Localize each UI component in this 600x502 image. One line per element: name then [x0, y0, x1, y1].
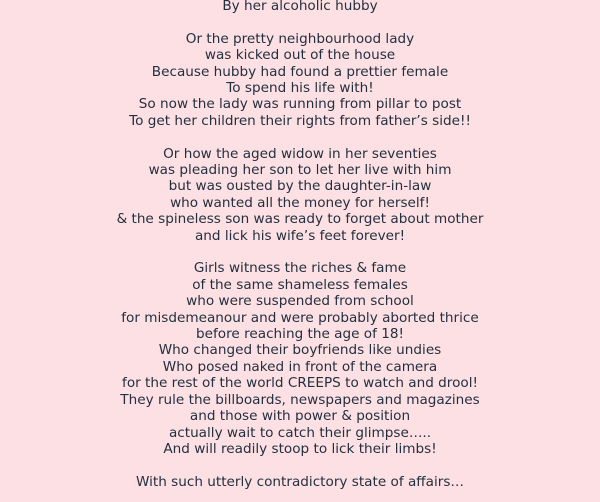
poem-line: was kicked out of the house: [204, 47, 396, 64]
poem-line: To spend his life with!: [226, 80, 374, 97]
poem-line: and those with power & position: [189, 408, 411, 425]
poem-line: and lick his wife’s feet forever!: [194, 227, 406, 244]
poem-line: So now the lady was running from pillar to post: [138, 96, 462, 113]
poem-line: By her alcoholic hubby: [222, 0, 378, 14]
poem-line: but was ousted by the daughter-in-law: [168, 178, 432, 195]
poem-line: actually wait to catch their glimpse…..: [168, 424, 432, 441]
poem-line: Who changed their boyfriends like undies: [158, 342, 442, 359]
poem-line: And will readily stoop to lick their limbs!: [163, 440, 437, 457]
poem-line: who were suspended from school: [186, 293, 414, 310]
poem-line: before reaching the age of 18!: [196, 326, 404, 343]
poem-line: Girls witness the riches & fame: [193, 260, 407, 277]
poem-line: Or the pretty neighbourhood lady: [185, 30, 415, 47]
poem-line: for the rest of the world CREEPS to watch and drool!: [122, 375, 478, 392]
poem-line: They rule the billboards, newspapers and magazines: [120, 391, 480, 408]
poem-line: who wanted all the money for herself!: [170, 194, 430, 211]
poem-line: Who posed naked in front of the camera: [162, 358, 438, 375]
stanza-4: [0, 260, 600, 457]
poem-line: was pleading her son to let her live with him: [148, 162, 452, 179]
poem-line: With such utterly contradictory state of affairs…: [135, 473, 465, 490]
poem-line: Or how the aged widow in her seventies: [163, 145, 437, 162]
poem-line: Because hubby had found a prettier female: [151, 63, 449, 80]
poem-line: of the same shameless females: [192, 276, 408, 293]
poem-line: & the spineless son was ready to forget about mother: [116, 211, 484, 228]
stanza-5: [0, 474, 600, 490]
stanza-3: [0, 146, 600, 244]
poem-line: for misdemeanour and were probably aborted thrice: [121, 309, 479, 326]
poem-line: To get her children their rights from father’s side!!: [129, 112, 471, 129]
stanza-1: [0, 0, 600, 14]
stanza-2: [0, 31, 600, 129]
